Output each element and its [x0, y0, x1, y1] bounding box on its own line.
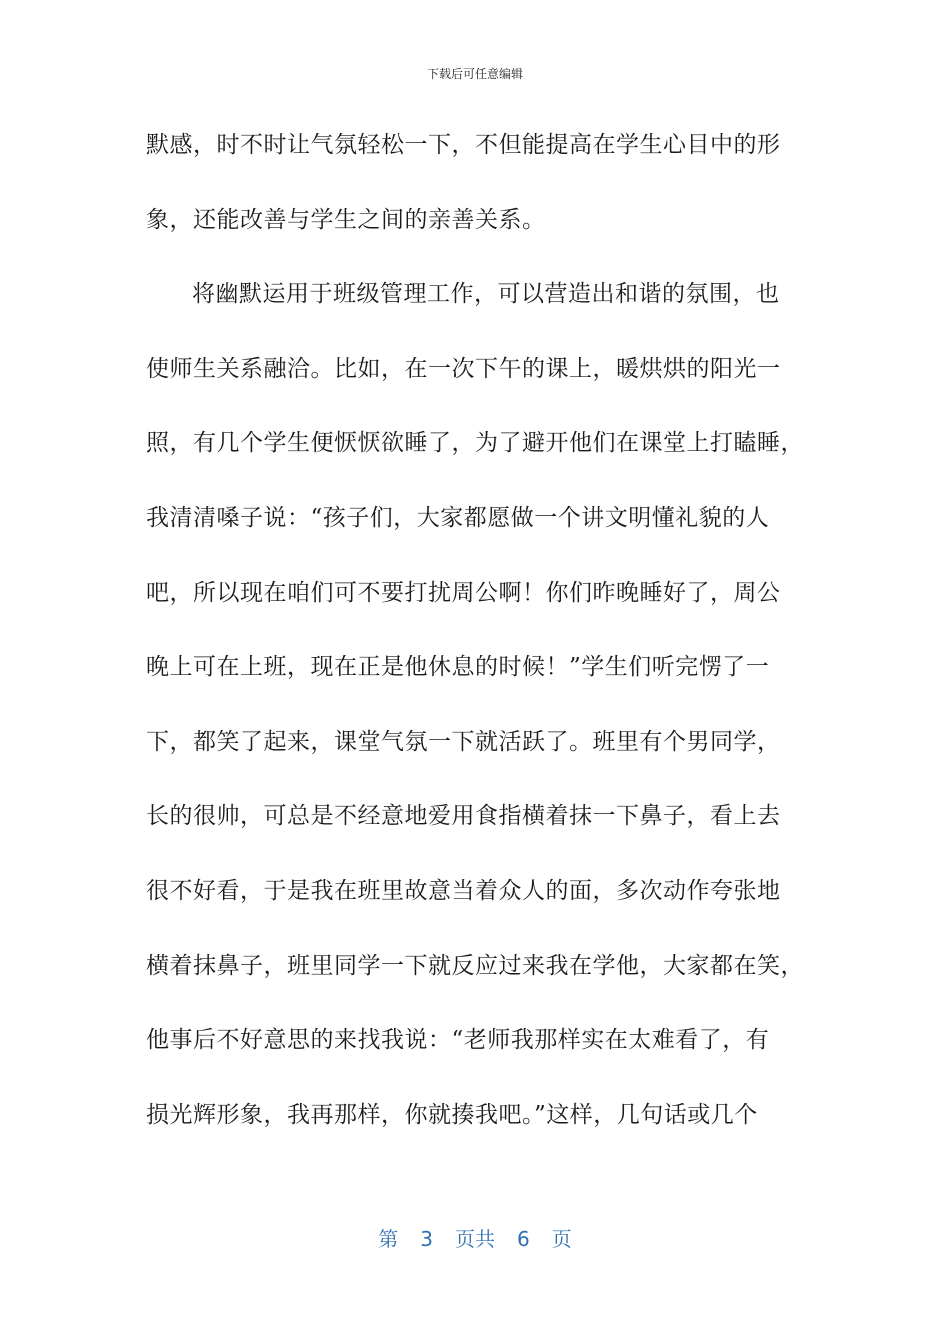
text-line: 损光辉形象，我再那样，你就揍我吧。”这样，几句话或几个 [146, 1101, 758, 1128]
text-line: 很不好看，于是我在班里故意当着众人的面，多次动作夸张地 [146, 877, 781, 904]
text-line: 横着抹鼻子，班里同学一下就反应过来我在学他，大家都在笑， [146, 952, 804, 979]
paragraph-start-line: 将幽默运用于班级管理工作，可以营造出和谐的氛围，也 [192, 281, 780, 308]
text-line: 长的很帅，可总是不经意地爱用食指横着抹一下鼻子，看上去 [146, 803, 781, 830]
text-line: 吧，所以现在咱们可不要打扰周公啊！你们昨晚睡好了，周公 [146, 579, 781, 606]
text-line: 我清清嗓子说：“孩子们，大家都愿做一个讲文明懂礼貌的人 [146, 504, 770, 531]
footer-middle: 页共 [455, 1227, 495, 1251]
text-line: 晚上可在上班，现在正是他休息的时候！”学生们听完愣了一 [146, 654, 770, 681]
text-line: 象，还能改善与学生之间的亲善关系。 [146, 206, 546, 233]
text-line: 照，有几个学生便恹恹欲睡了，为了避开他们在课堂上打瞌睡， [146, 430, 804, 457]
text-line: 使师生关系融洽。比如，在一次下午的课上，暖烘烘的阳光一 [146, 355, 781, 382]
total-pages-number: 6 [517, 1227, 530, 1251]
document-body [146, 126, 826, 1170]
text-line: 他事后不好意思的来找我说：“老师我那样实在太难看了，有 [146, 1027, 770, 1054]
text-line: 默感，时不时让气氛轻松一下，不但能提高在学生心目中的形 [146, 132, 781, 158]
footer-prefix: 第 [378, 1227, 399, 1251]
current-page-number: 3 [420, 1227, 433, 1251]
page-number-footer [0, 1226, 950, 1252]
page-header-note: 下载后可任意编辑 [426, 67, 523, 81]
footer-suffix: 页 [551, 1227, 572, 1251]
text-line: 下，都笑了起来，课堂气氛一下就活跃了。班里有个男同学， [146, 728, 781, 755]
